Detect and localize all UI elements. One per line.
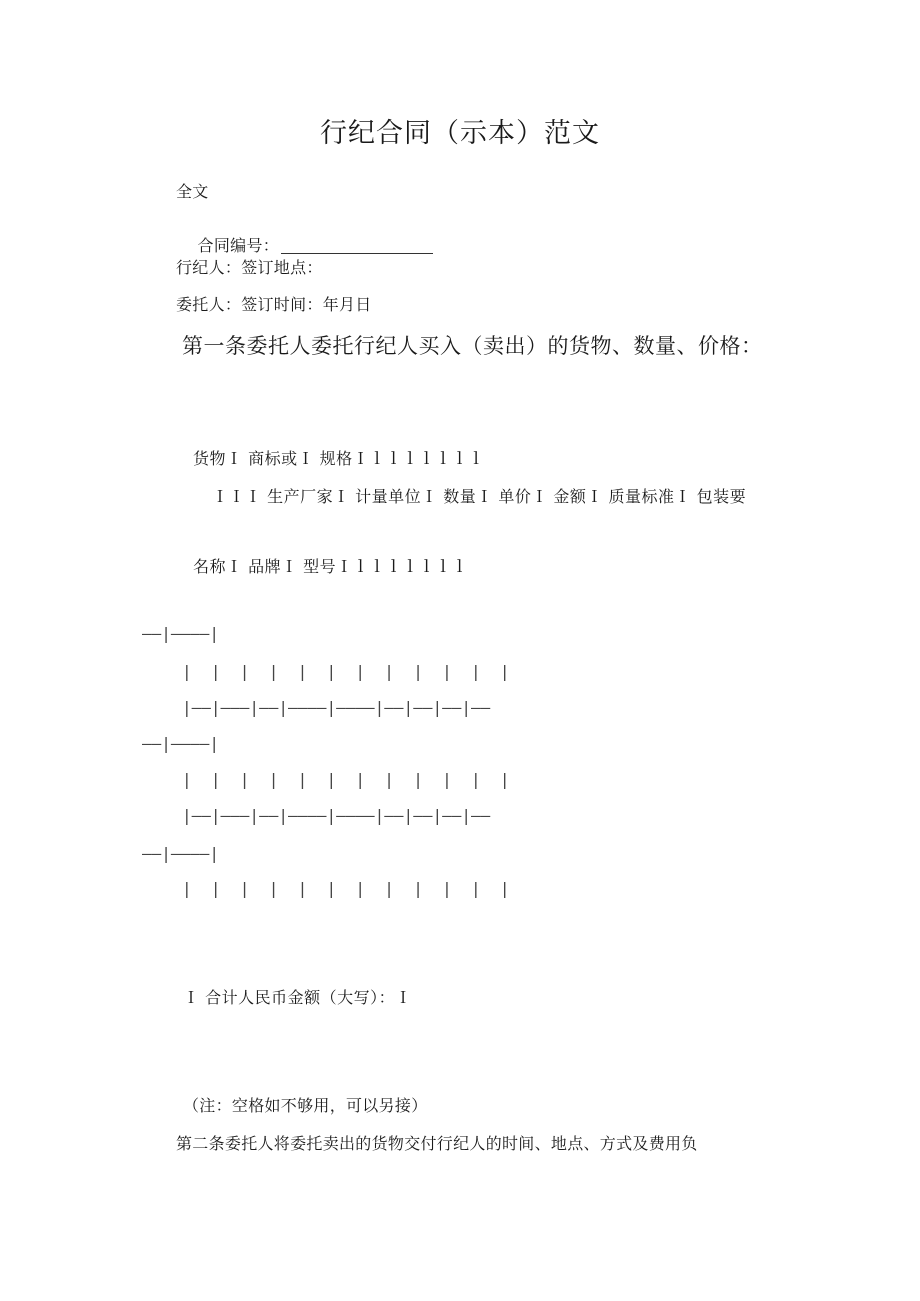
principal-party-line: 委托人：签订时间：年月日 (176, 295, 372, 314)
table-grid-line: ——|————| (142, 734, 220, 753)
table-grid-line: | | | | | | | | | | | | (182, 879, 510, 898)
table-grid-line: | | | | | | | | | | | | (182, 770, 510, 789)
table-grid-line: ——|————| (142, 624, 220, 643)
table-grid-line: ——|————| (142, 844, 220, 863)
article-2-heading: 第二条委托人将委托卖出的货物交付行纪人的时间、地点、方式及费用负 (176, 1134, 698, 1153)
document-title: 行纪合同（示本）范文 (320, 118, 600, 149)
table-grid-line: |——|———|——|————|————|——|——|——|—— (182, 698, 491, 717)
table-header-row-2: ＩＩＩ 生产厂家Ｉ 计量单位Ｉ 数量Ｉ 单价Ｉ 金额Ｉ 质量标准Ｉ 包装要 (212, 487, 747, 506)
note-line: （注：空格如不够用，可以另接） (183, 1096, 428, 1115)
article-1-heading: 第一条委托人委托行纪人买入（卖出）的货物、数量、价格： (182, 334, 763, 358)
table-header-row-1: 货物Ｉ 商标或Ｉ 规格Ｉｌｌｌｌｌｌｌ (193, 449, 485, 468)
full-text-label: 全文 (176, 182, 209, 201)
table-grid-line: | | | | | | | | | | | | (182, 662, 510, 681)
table-header-row-3: 名称Ｉ 品牌Ｉ 型号Ｉｌｌｌｌｌｌｌ (193, 557, 469, 576)
contract-number-blank (281, 238, 433, 254)
table-grid-line: |——|———|——|————|————|——|——|——|—— (182, 806, 491, 825)
total-amount-line: Ｉ 合计人民币金额（大写）：Ｉ (183, 988, 412, 1007)
contract-number-label: 合同编号： (197, 236, 280, 255)
broker-party-line: 行纪人：签订地点： (176, 258, 323, 277)
